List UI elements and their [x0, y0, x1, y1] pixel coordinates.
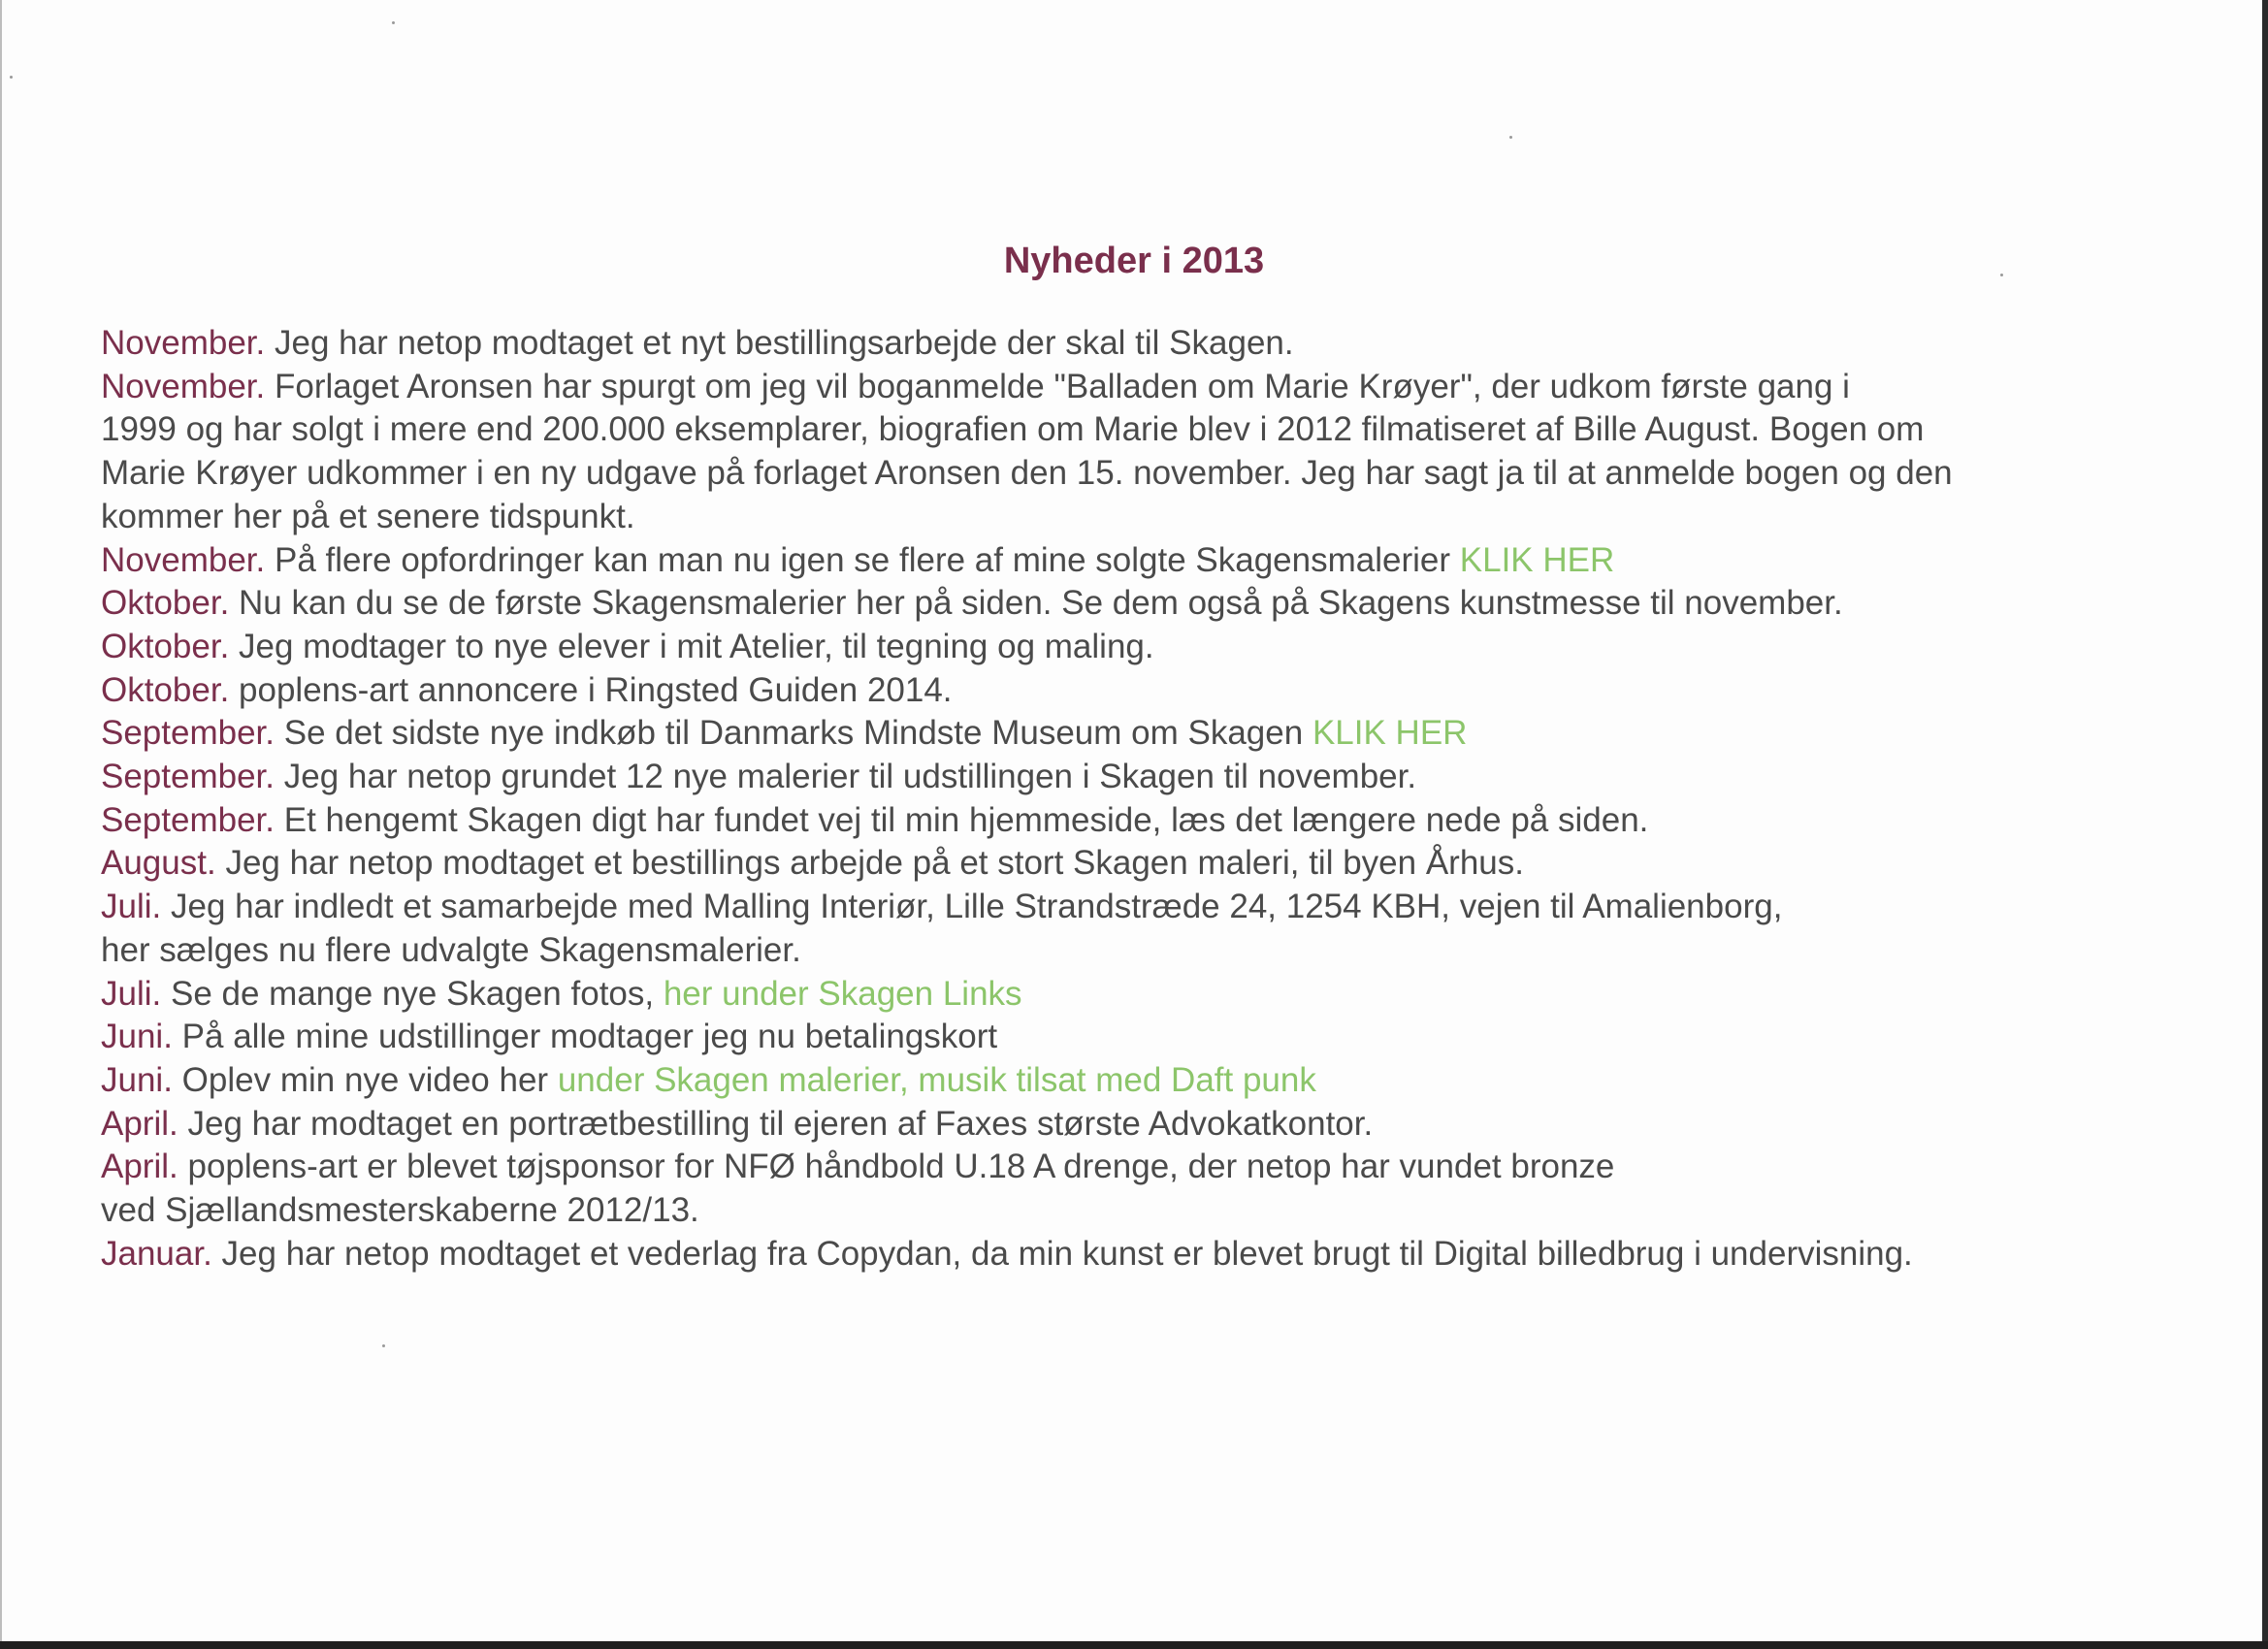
news-month: Oktober.	[101, 670, 230, 709]
news-month: Juni.	[101, 1018, 173, 1056]
news-item	[101, 322, 2235, 366]
news-month: Juli.	[101, 888, 162, 926]
scan-speck	[382, 1344, 385, 1347]
klik-her-link[interactable]: KLIK HER	[1459, 540, 1615, 579]
news-text: Marie Krøyer udkommer i en ny udgave på forlaget Aronsen den 15. november. Jeg har sagt ja til at anmelde bogen og den	[101, 454, 1953, 493]
news-text: Jeg har netop grundet 12 nye malerier til udstillingen i Skagen til november.	[283, 758, 1417, 796]
news-item	[101, 1016, 2235, 1059]
news-item	[101, 799, 2235, 843]
news-text: Jeg har modtaget en portrætbestilling til ejeren af Faxes største Advokatkontor.	[187, 1104, 1374, 1143]
news-item	[101, 539, 2235, 583]
news-item	[101, 626, 2235, 669]
news-text: Se det sidste nye indkøb til Danmarks Mindste Museum om Skagen	[283, 714, 1304, 753]
news-text: Et hengemt Skagen digt har fundet vej til min hjemmeside, læs det længere nede på siden.	[283, 800, 1649, 839]
news-text: Forlaget Aronsen har spurgt om jeg vil boganmelde "Balladen om Marie Krøyer", der udkom første gang i	[274, 367, 1850, 405]
page-edge-bottom	[0, 1641, 2268, 1649]
news-month: November.	[101, 324, 266, 362]
news-item	[101, 973, 2235, 1017]
news-text: her sælges nu flere udvalgte Skagensmalerier.	[101, 930, 801, 969]
news-text: ved Sjællandsmesterskaberne 2012/13.	[101, 1191, 699, 1230]
news-text: På alle mine udstillinger modtager jeg nu betalingskort	[181, 1018, 998, 1056]
news-text: kommer her på et senere tidspunkt.	[101, 497, 635, 535]
news-list	[101, 322, 2235, 1276]
skagen-links-link[interactable]: her under Skagen Links	[663, 974, 1022, 1013]
news-month: Oktober.	[101, 584, 230, 623]
news-item	[101, 1146, 2235, 1232]
news-text: poplens-art er blevet tøjsponsor for NFØ håndbold U.18 A drenge, der netop har vundet bronze	[187, 1148, 1615, 1186]
news-text: Jeg har netop modtaget et nyt bestillingsarbejde der skal til Skagen.	[274, 324, 1294, 362]
news-text: Jeg har netop modtaget et vederlag fra Copydan, da min kunst er blevet brugt til Digital billedbrug i undervisning.	[221, 1234, 1913, 1273]
news-item	[101, 582, 2235, 626]
scan-speck	[1509, 136, 1512, 139]
news-text: Oplev min nye video her	[181, 1060, 549, 1099]
news-item	[101, 1059, 2235, 1103]
news-month: April.	[101, 1148, 178, 1186]
news-text: Jeg har netop modtaget et bestillings arbejde på et stort Skagen maleri, til byen Århus.	[225, 844, 1524, 883]
skagen-malerier-link[interactable]: under Skagen malerier, musik tilsat med Daft punk	[557, 1060, 1316, 1099]
news-month: Juli.	[101, 974, 162, 1013]
news-month: Juni.	[101, 1060, 173, 1099]
news-text: På flere opfordringer kan man nu igen se flere af mine solgte Skagensmalerier	[274, 540, 1451, 579]
scan-speck	[392, 21, 395, 24]
news-item	[101, 886, 2235, 972]
page-title: Nyheder i 2013	[1003, 241, 1265, 281]
news-item	[101, 712, 2235, 756]
news-item	[101, 366, 2235, 539]
klik-her-link[interactable]: KLIK HER	[1312, 714, 1468, 753]
news-item	[101, 842, 2235, 886]
news-month: September.	[101, 714, 275, 753]
news-month: Oktober.	[101, 627, 230, 665]
news-text: Jeg modtager to nye elever i mit Atelier, til tegning og maling.	[239, 627, 1154, 665]
news-item	[101, 756, 2235, 799]
news-item	[101, 669, 2235, 713]
news-item	[101, 1103, 2235, 1147]
scan-speck	[10, 76, 13, 79]
news-text: 1999 og har solgt i mere end 200.000 eksemplarer, biografien om Marie blev i 2012 filmatiseret af Bille August. Bogen om	[101, 410, 1925, 449]
news-month: September.	[101, 758, 275, 796]
news-month: April.	[101, 1104, 178, 1143]
news-month: August.	[101, 844, 216, 883]
news-text: Se de mange nye Skagen fotos,	[170, 974, 655, 1013]
news-month: November.	[101, 367, 266, 405]
news-month: September.	[101, 800, 275, 839]
news-month: November.	[101, 540, 266, 579]
news-text: Jeg har indledt et samarbejde med Malling Interiør, Lille Strandstræde 24, 1254 KBH, vejen til Amalienborg,	[170, 888, 1783, 926]
news-item	[101, 1233, 2235, 1277]
news-text: Nu kan du se de første Skagensmalerier her på siden. Se dem også på Skagens kunstmesse til november.	[239, 584, 1843, 623]
news-text: poplens-art annoncere i Ringsted Guiden 2014.	[239, 670, 953, 709]
news-month: Januar.	[101, 1234, 212, 1273]
